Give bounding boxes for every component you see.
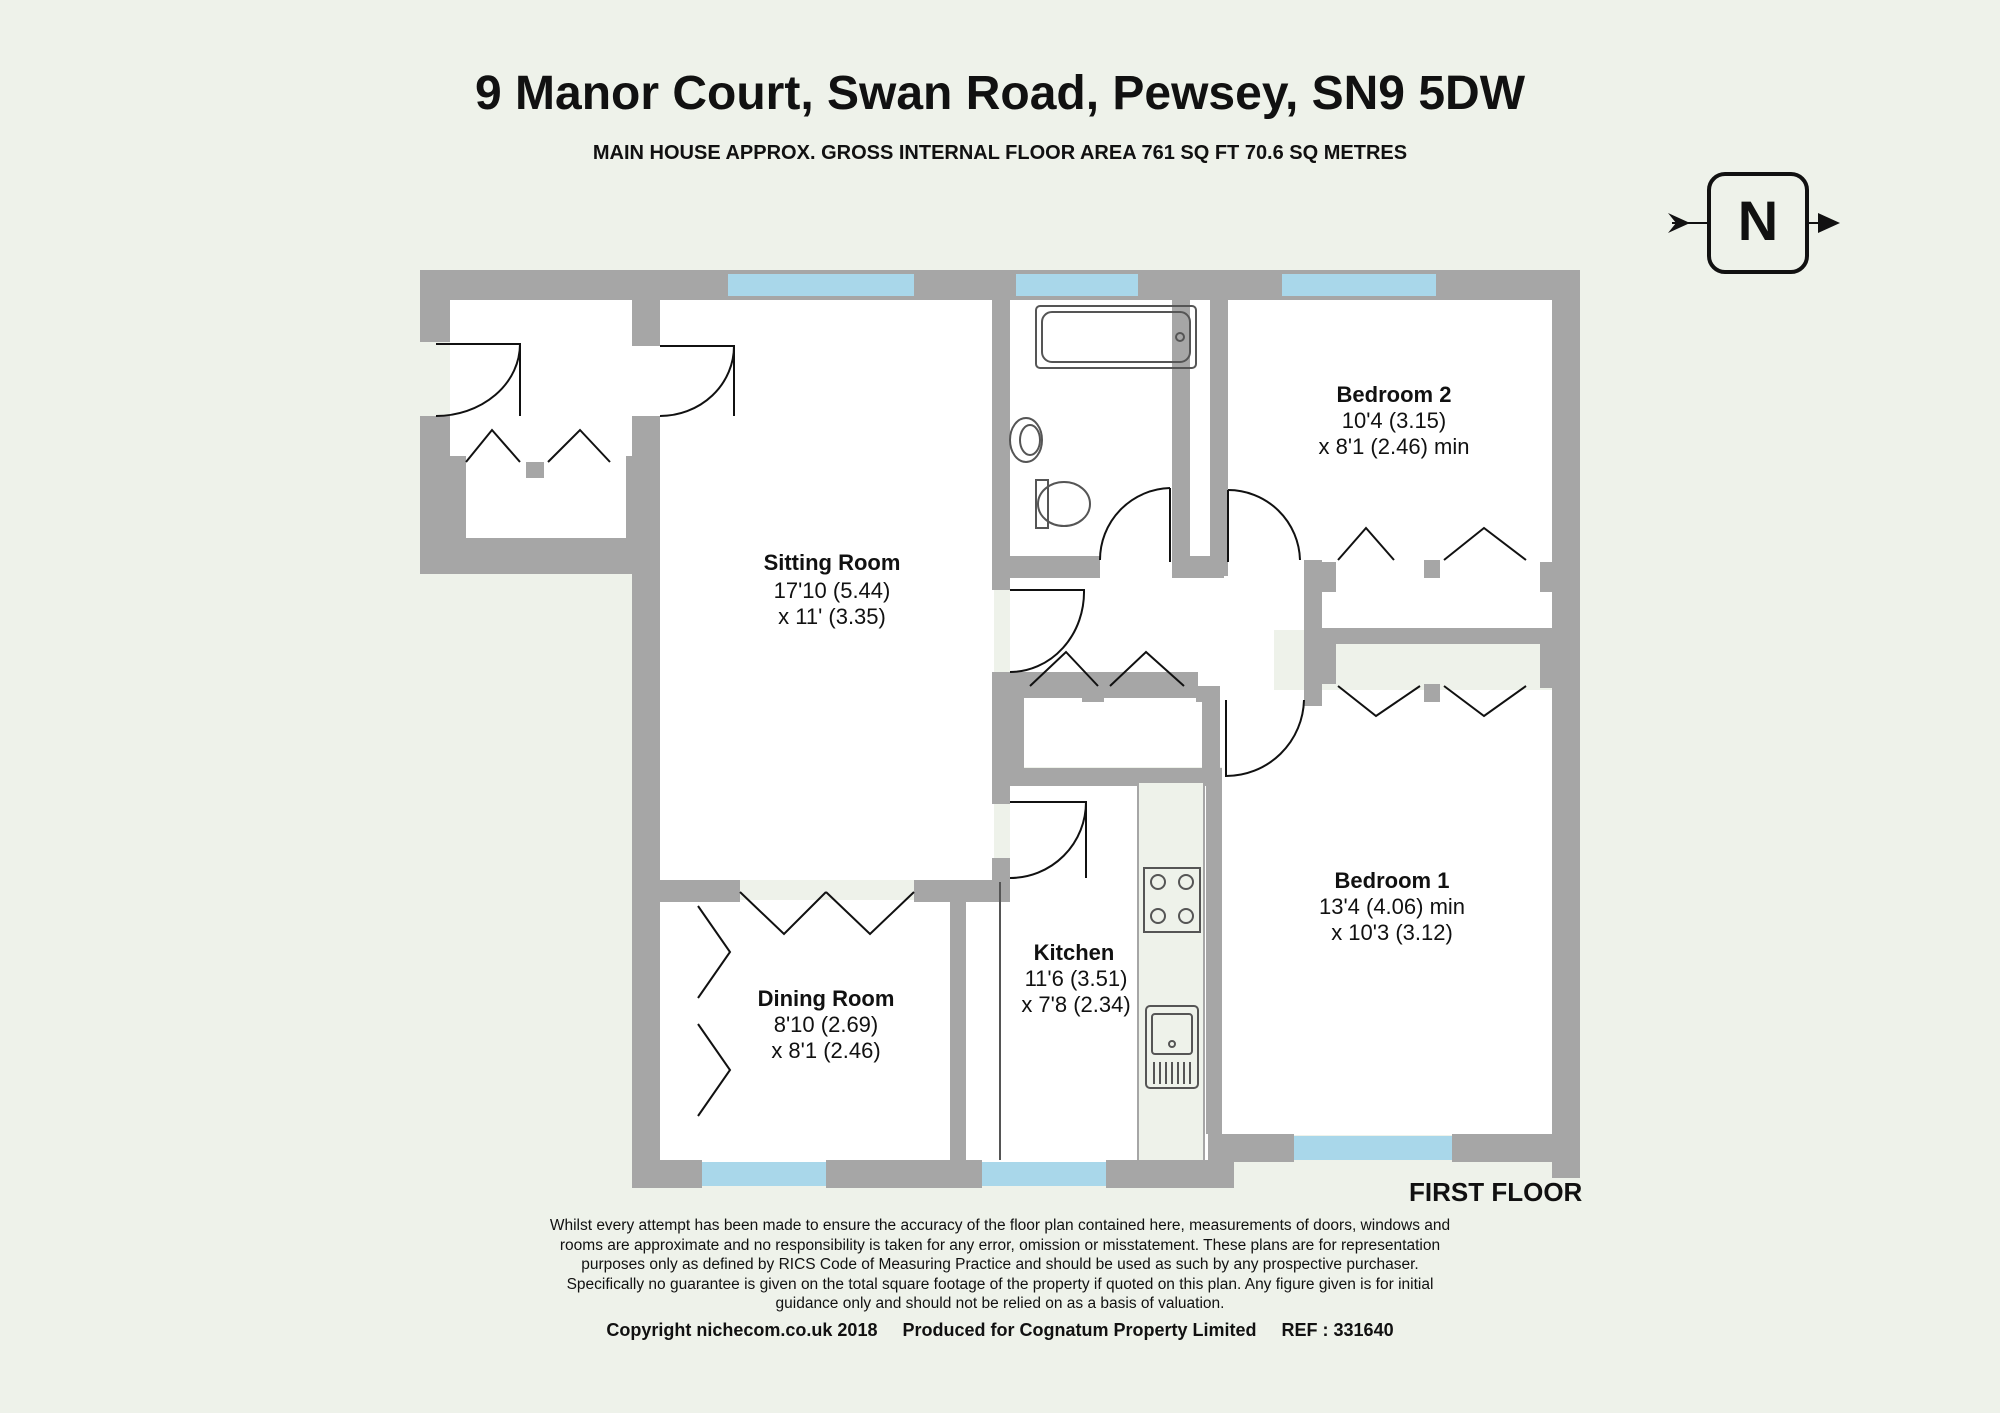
disclaimer-line: Whilst every attempt has been made to ensure the accuracy of the floor plan contained here, measurements of doors, windows and (549, 1217, 1451, 1234)
disclaimer-line: rooms are approximate and no responsibility is taken for any error, omission or misstatement. These plans are for representation (559, 1236, 1441, 1254)
room-kitchen (1021, 940, 1130, 1017)
disclaimer-line: purposes only as defined by RICS Code of Measuring Practice and should be used as such by any prospective purchaser. (581, 1256, 1419, 1273)
room-dimension: x 7'8 (2.34) (1021, 992, 1131, 1017)
room-dimension: x 8'1 (2.46) (771, 1038, 881, 1063)
room-dimension: 13'4 (4.06) min (1318, 894, 1466, 919)
room-dimension: 17'10 (5.44) (773, 578, 891, 603)
disclaimer-line: Specifically no guarantee is given on the total square footage of the property if quoted on this plan. Any figure given is for initial (566, 1275, 1434, 1293)
room-dimension: 8'10 (2.69) (773, 1012, 879, 1037)
room-name: Bedroom 2 (1336, 382, 1452, 407)
room-bedroom-1 (1319, 868, 1465, 945)
room-dimension: 11'6 (3.51) (1024, 966, 1128, 991)
room-name: Kitchen (1033, 940, 1115, 965)
room-dimension: 10'4 (3.15) (1341, 408, 1447, 433)
footer (0, 1320, 2000, 1341)
copyright-text: Copyright nichecom.co.uk 2018 (606, 1320, 878, 1340)
room-dining-room (758, 986, 895, 1063)
reference-number: REF : 331640 (1281, 1320, 1394, 1340)
north-compass-icon (1668, 174, 1840, 272)
plan-title: 9 Manor Court, Swan Road, Pewsey, SN9 5DW (475, 67, 1525, 120)
floor-area-summary: MAIN HOUSE APPROX. GROSS INTERNAL FLOOR AREA 761 SQ FT 70.6 SQ METRES (592, 142, 1408, 164)
room-name: Bedroom 1 (1334, 868, 1450, 893)
room-name: Dining Room (757, 986, 895, 1011)
floor-level-label: FIRST FLOOR (1409, 1177, 1583, 1207)
produced-for-text: Produced for Cognatum Property Limited (902, 1320, 1257, 1340)
room-name: Sitting Room (763, 550, 901, 575)
compass-letter: N (1737, 189, 1779, 252)
disclaimer (480, 1216, 1520, 1314)
room-dimension: x 8'1 (2.46) min (1318, 434, 1470, 459)
disclaimer-line: guidance only and should not be relied on as a basis of valuation. (775, 1295, 1225, 1312)
room-sitting-room (764, 550, 901, 629)
room-dimension: x 10'3 (3.12) (1331, 920, 1453, 945)
room-dimension: x 11' (3.35) (778, 604, 886, 629)
